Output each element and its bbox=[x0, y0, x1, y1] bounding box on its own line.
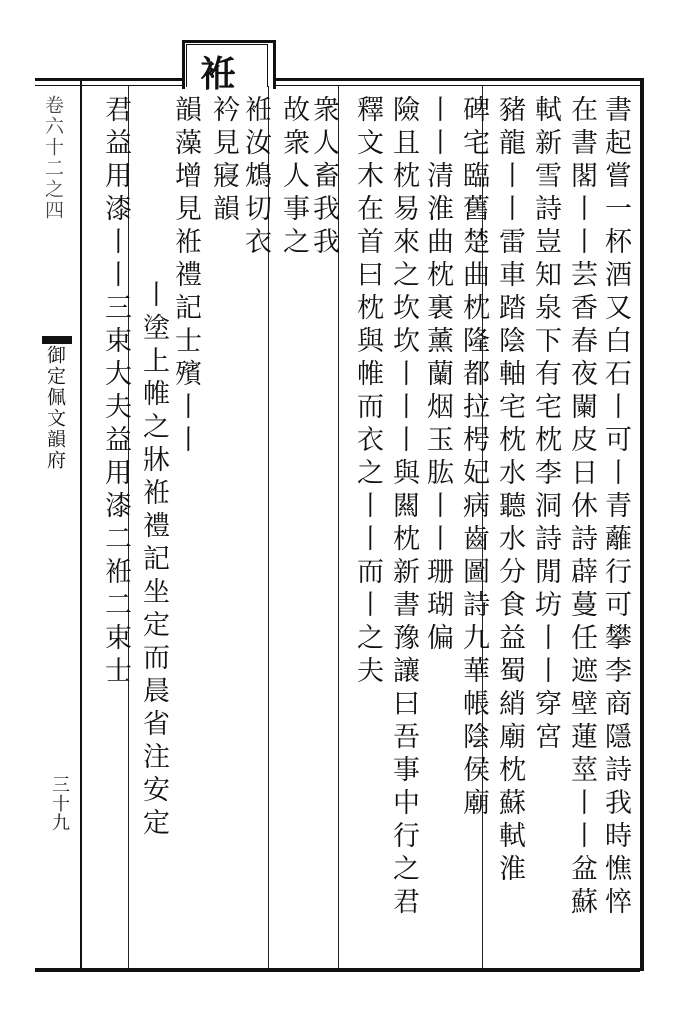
text-column-5: 碑宅臨舊楚曲枕隆都拉枵妃病齒圖詩九華帳陰侯廟 bbox=[458, 95, 489, 821]
bottom-border bbox=[35, 968, 640, 972]
text-column-7: 險且枕易來之坎坎丨丨丨與闗枕新書豫讓曰吾事中行之君 bbox=[388, 95, 419, 920]
text-column-4: 豬龍丨丨雷車踏陰軸宅枕水聽水分食益蜀綃廟枕蘇軾淮 bbox=[494, 95, 525, 887]
text-column-2: 在書閣丨丨芸香春夜闌皮日休詩薜蔓任遮壁蓮莖丨丨盆蘇 bbox=[566, 95, 597, 920]
page-number: 三十九 bbox=[49, 775, 70, 832]
margin-book-title: 御定佩文韻府 bbox=[44, 345, 66, 471]
text-column-13: 韻藻增見袵禮記士殯丨丨 bbox=[170, 95, 201, 458]
margin-bar-mark bbox=[42, 336, 72, 344]
top-border bbox=[35, 78, 640, 81]
text-column-8: 釋文木在首曰枕與帷而衣之丨丨而丨之夫 bbox=[352, 95, 383, 689]
right-border bbox=[640, 78, 644, 971]
text-column-11: 袵汝鴆切衣 bbox=[240, 95, 271, 260]
text-column-9: 衆人畜我我 bbox=[308, 95, 339, 260]
text-column-10: 故衆人事之 bbox=[278, 95, 309, 260]
header-character: 袵 bbox=[200, 53, 237, 95]
margin-top-text: 卷六十二之四 bbox=[42, 95, 64, 221]
text-column-12: 衿見寢韻 bbox=[208, 95, 239, 227]
left-border bbox=[80, 78, 82, 971]
text-column-1: 書起嘗一杯酒又白石丨可丨青蘺行可攀李商隱詩我時憔悴 bbox=[600, 95, 631, 920]
text-column-16: 君益用漆丨丨三束大夫益用漆二袵二束士 bbox=[100, 95, 131, 689]
text-column-14: 丨塗上帷之牀袵禮記坐定而晨省注安定 bbox=[138, 280, 169, 841]
text-column-6: 丨丨清淮曲枕裏薰蘭烟玉肱丨丨珊瑚偏 bbox=[422, 95, 453, 656]
text-column-3: 軾新雪詩豈知泉下有宅枕李洞詩閒坊丨丨穿宮 bbox=[530, 95, 561, 755]
